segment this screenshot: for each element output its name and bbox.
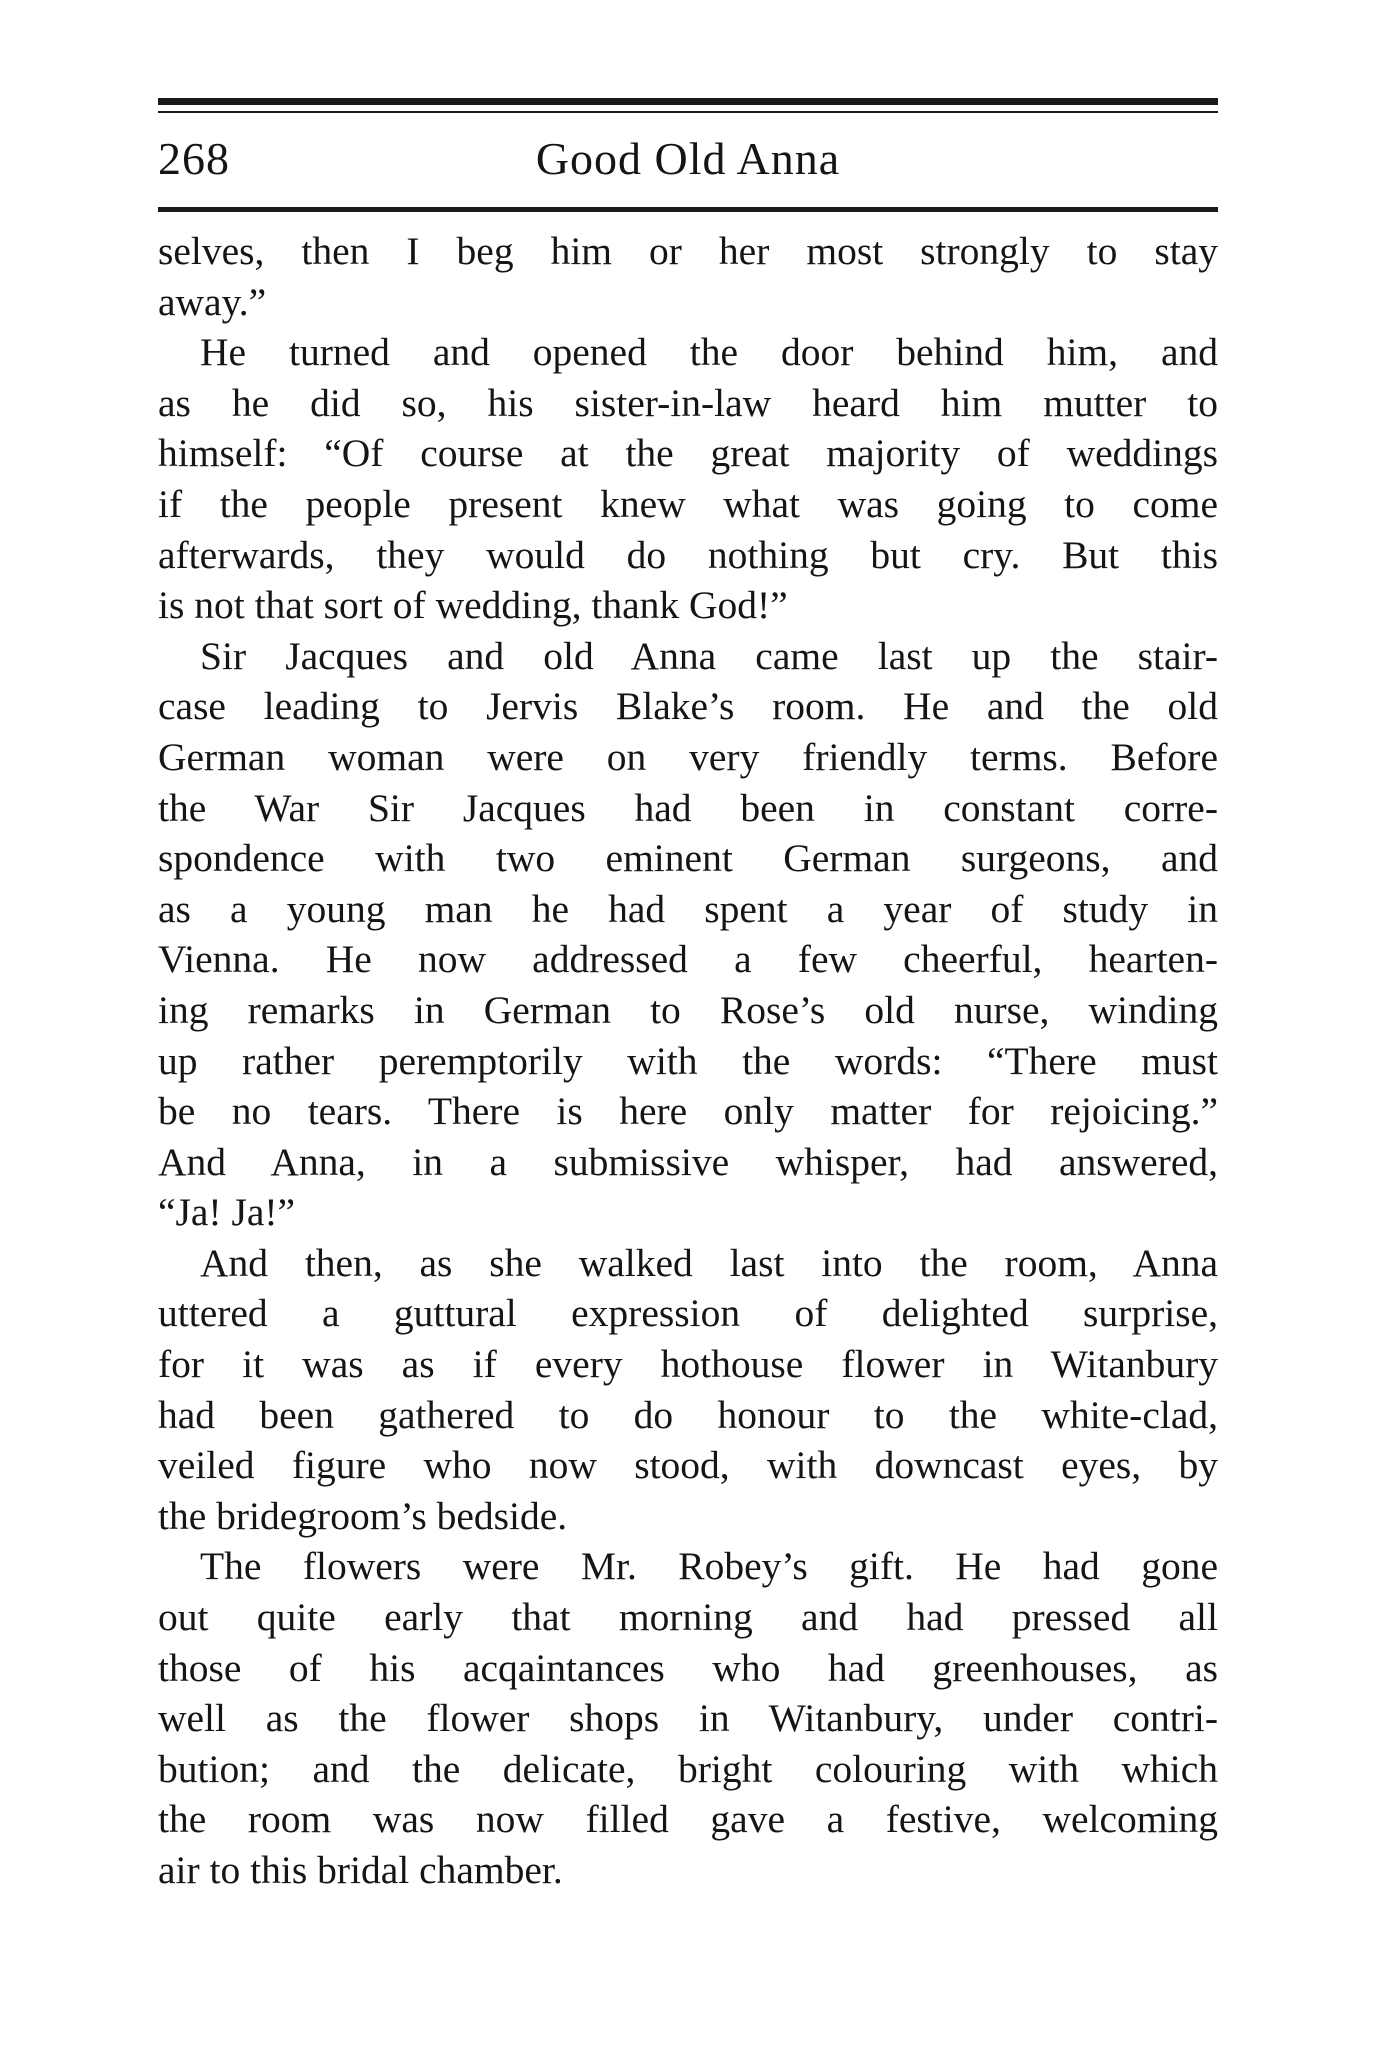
text-line: as a young man he had spent a year of study in: [158, 886, 1218, 931]
text-line: as he did so, his sister-in-law heard him mutter to: [158, 380, 1218, 425]
text-line: the bridegroom’s bedside.: [158, 1493, 568, 1538]
paragraph: [158, 1541, 1218, 1895]
text-line: The flowers were Mr. Robey’s gift. He had gone: [200, 1544, 1218, 1589]
text-line: is not that sort of wedding, thank God!”: [158, 583, 788, 628]
paragraph: [158, 631, 1218, 1238]
text-line: himself: “Of course at the great majority of weddings: [158, 431, 1218, 476]
text-line: those of his acqaintances who had greenhouses, as: [158, 1645, 1218, 1690]
text-line: uttered a guttural expression of delighted surprise,: [158, 1291, 1218, 1336]
text-line: He turned and opened the door behind him, and: [200, 330, 1218, 375]
text-line: And Anna, in a submissive whisper, had answered,: [158, 1139, 1218, 1184]
running-title: Good Old Anna: [535, 133, 841, 184]
paragraph: [158, 1238, 1218, 1542]
text-line: bution; and the delicate, bright colouring with which: [158, 1746, 1218, 1791]
header-rule-thick: [158, 98, 1218, 105]
text-line: Sir Jacques and old Anna came last up the stair-: [200, 633, 1218, 678]
body-text: [158, 226, 1218, 1896]
text-line: German woman were on very friendly terms. Before: [158, 734, 1218, 779]
page-header: [158, 127, 1218, 191]
text-line: had been gathered to do honour to the white-clad,: [158, 1392, 1218, 1437]
text-line: veiled figure who now stood, with downcast eyes, by: [158, 1443, 1218, 1488]
text-line: Vienna. He now addressed a few cheerful, hearten-: [158, 937, 1218, 982]
text-line: be no tears. There is here only matter for rejoicing.”: [158, 1089, 1218, 1134]
text-line: for it was as if every hothouse flower in Witanbury: [158, 1342, 1218, 1387]
text-line: if the people present knew what was going to come: [158, 481, 1218, 526]
header-bottom-rule: [158, 207, 1218, 212]
text-line: out quite early that morning and had pressed all: [158, 1595, 1218, 1640]
text-line: up rather peremptorily with the words: “There must: [158, 1038, 1218, 1083]
text-line: well as the flower shops in Witanbury, under contri-: [158, 1696, 1218, 1741]
text-line: spondence with two eminent German surgeons, and: [158, 836, 1218, 881]
text-line: And then, as she walked last into the room, Anna: [200, 1240, 1218, 1285]
text-line: the room was now filled gave a festive, welcoming: [158, 1797, 1218, 1842]
text-line: air to this bridal chamber.: [158, 1848, 563, 1892]
text-line: the War Sir Jacques had been in constant corre-: [158, 785, 1218, 830]
header-rule-thin: [158, 111, 1218, 113]
page-number: 268: [158, 133, 230, 184]
book-page: [158, 98, 1218, 1896]
text-line: selves, then I beg him or her most strongly to stay: [158, 229, 1218, 273]
paragraph: [158, 226, 1218, 327]
text-line: afterwards, they would do nothing but cry. But this: [158, 532, 1218, 577]
text-line: ing remarks in German to Rose’s old nurse, winding: [158, 987, 1218, 1032]
paragraph: [158, 327, 1218, 631]
text-line: case leading to Jervis Blake’s room. He and the old: [158, 684, 1218, 729]
text-line: away.”: [158, 279, 267, 324]
text-line: “Ja! Ja!”: [158, 1190, 296, 1235]
